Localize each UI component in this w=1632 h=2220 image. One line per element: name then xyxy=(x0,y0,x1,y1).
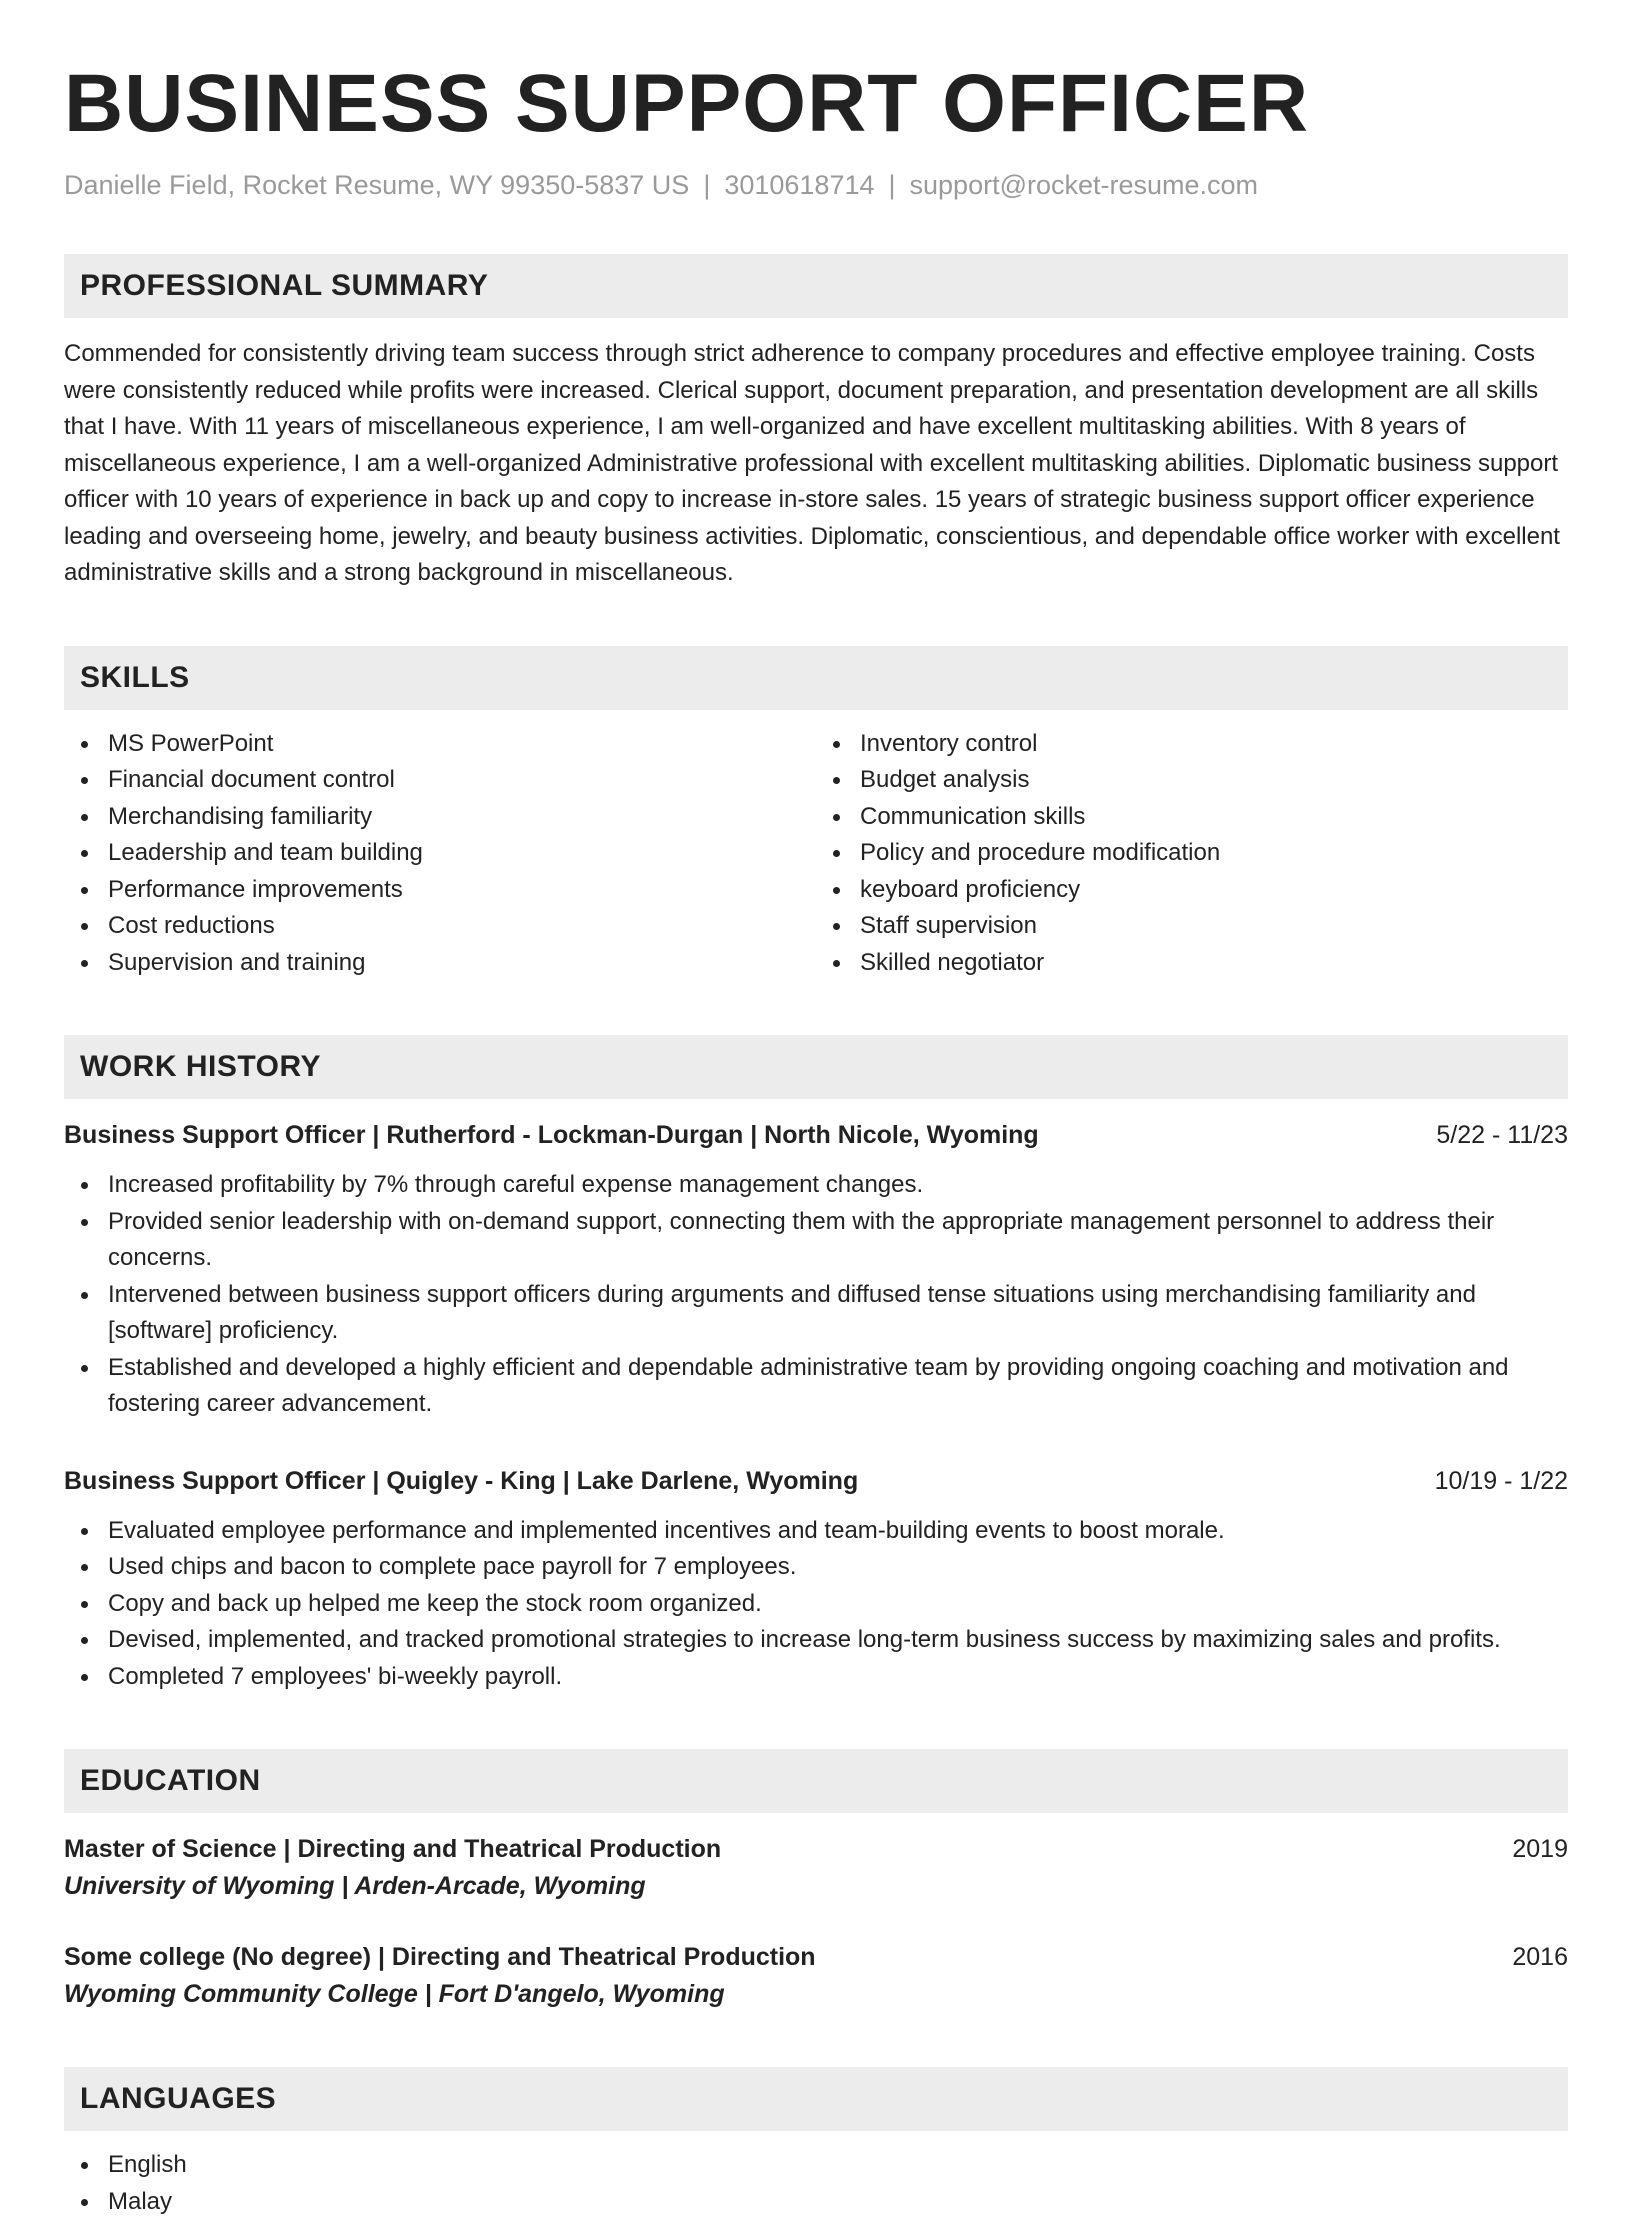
job-bullet: Established and developed a highly efficient and dependable administrative team by providing ongoing coaching and motivation and fostering career advancement. xyxy=(64,1350,1568,1423)
job-dates: 5/22 - 11/23 xyxy=(1436,1117,1568,1153)
section-header-summary: PROFESSIONAL SUMMARY xyxy=(64,254,1568,318)
job-title: Business Support Officer | Quigley - King | Lake Darlene, Wyoming xyxy=(64,1463,858,1499)
job-bullet: Increased profitability by 7% through careful expense management changes. xyxy=(64,1167,1568,1204)
job-heading-row xyxy=(64,1463,1568,1499)
job-bullets xyxy=(64,1513,1568,1696)
job-bullet: Used chips and bacon to complete pace payroll for 7 employees. xyxy=(64,1549,1568,1586)
skill-item: Communication skills xyxy=(816,799,1568,836)
education-heading-row xyxy=(64,1939,1568,1975)
skill-item: keyboard proficiency xyxy=(816,872,1568,909)
job-bullets xyxy=(64,1167,1568,1423)
education-degree: Some college (No degree) | Directing and Theatrical Production xyxy=(64,1939,816,1975)
job-bullet: Copy and back up helped me keep the stock room organized. xyxy=(64,1586,1568,1623)
skill-item: Budget analysis xyxy=(816,762,1568,799)
section-header-languages: LANGUAGES xyxy=(64,2067,1568,2131)
contact-phone: 3010618714 xyxy=(724,170,874,200)
job-heading-row xyxy=(64,1117,1568,1153)
skill-item: MS PowerPoint xyxy=(64,726,816,763)
education-school: Wyoming Community College | Fort D'angelo, Wyoming xyxy=(64,1975,1568,2013)
contact-separator: | xyxy=(889,168,896,202)
skills-list xyxy=(64,726,1568,982)
skills-column-right xyxy=(816,726,1568,982)
language-item: English xyxy=(64,2147,1568,2184)
section-header-work-history: WORK HISTORY xyxy=(64,1035,1568,1099)
education-degree: Master of Science | Directing and Theatrical Production xyxy=(64,1831,721,1867)
skill-item: Merchandising familiarity xyxy=(64,799,816,836)
contact-address: Danielle Field, Rocket Resume, WY 99350-5837 US xyxy=(64,170,689,200)
skill-item: Policy and procedure modification xyxy=(816,835,1568,872)
section-header-skills: SKILLS xyxy=(64,646,1568,710)
job-title: Business Support Officer | Rutherford - Lockman-Durgan | North Nicole, Wyoming xyxy=(64,1117,1039,1153)
skill-item: Performance improvements xyxy=(64,872,816,909)
job-bullet: Completed 7 employees' bi-weekly payroll. xyxy=(64,1659,1568,1696)
job-bullet: Intervened between business support officers during arguments and diffused tense situations using merchandising familiarity and [software] proficiency. xyxy=(64,1277,1568,1350)
resume-name-title: BUSINESS SUPPORT OFFICER xyxy=(64,58,1568,150)
summary-text: Commended for consistently driving team success through strict adherence to company procedures and effective employee training. Costs were consistently reduced while profits were increased. Clerical support, document preparation, and presentation development are all skills that I have. With 11 years of miscellaneous experience, I am well-organized and have excellent multitasking abilities. With 8 years of miscellaneous experience, I am a well-organized Administrative professional with excellent multitasking abilities. Diplomatic business support officer with 10 years of experience in back up and copy to increase in-store sales. 15 years of strategic business support officer experience leading and overseeing home, jewelry, and beauty business activities. Diplomatic, conscientious, and dependable office worker with excellent administrative skills and a strong background in miscellaneous. xyxy=(64,336,1568,592)
job-bullet: Provided senior leadership with on-demand support, connecting them with the appropriate management personnel to address their concerns. xyxy=(64,1204,1568,1277)
contact-email: support@rocket-resume.com xyxy=(910,170,1259,200)
skill-item: Supervision and training xyxy=(64,945,816,982)
skill-item: Leadership and team building xyxy=(64,835,816,872)
skills-column-left xyxy=(64,726,816,982)
skill-item: Cost reductions xyxy=(64,908,816,945)
education-year: 2016 xyxy=(1512,1939,1568,1975)
languages-list xyxy=(64,2147,1568,2220)
language-item: Malay xyxy=(64,2184,1568,2220)
contact-separator: | xyxy=(703,168,710,202)
education-entry xyxy=(64,1939,1568,2013)
job-dates: 10/19 - 1/22 xyxy=(1435,1463,1568,1499)
contact-line xyxy=(64,168,1568,202)
education-school: University of Wyoming | Arden-Arcade, Wyoming xyxy=(64,1867,1568,1905)
skill-item: Staff supervision xyxy=(816,908,1568,945)
skill-item: Financial document control xyxy=(64,762,816,799)
job-bullet: Devised, implemented, and tracked promotional strategies to increase long-term business success by maximizing sales and profits. xyxy=(64,1622,1568,1659)
job-entry xyxy=(64,1117,1568,1423)
section-header-education: EDUCATION xyxy=(64,1749,1568,1813)
education-heading-row xyxy=(64,1831,1568,1867)
job-bullet: Evaluated employee performance and implemented incentives and team-building events to boost morale. xyxy=(64,1513,1568,1550)
skill-item: Inventory control xyxy=(816,726,1568,763)
education-year: 2019 xyxy=(1512,1831,1568,1867)
job-entry xyxy=(64,1463,1568,1696)
skill-item: Skilled negotiator xyxy=(816,945,1568,982)
education-entry xyxy=(64,1831,1568,1905)
